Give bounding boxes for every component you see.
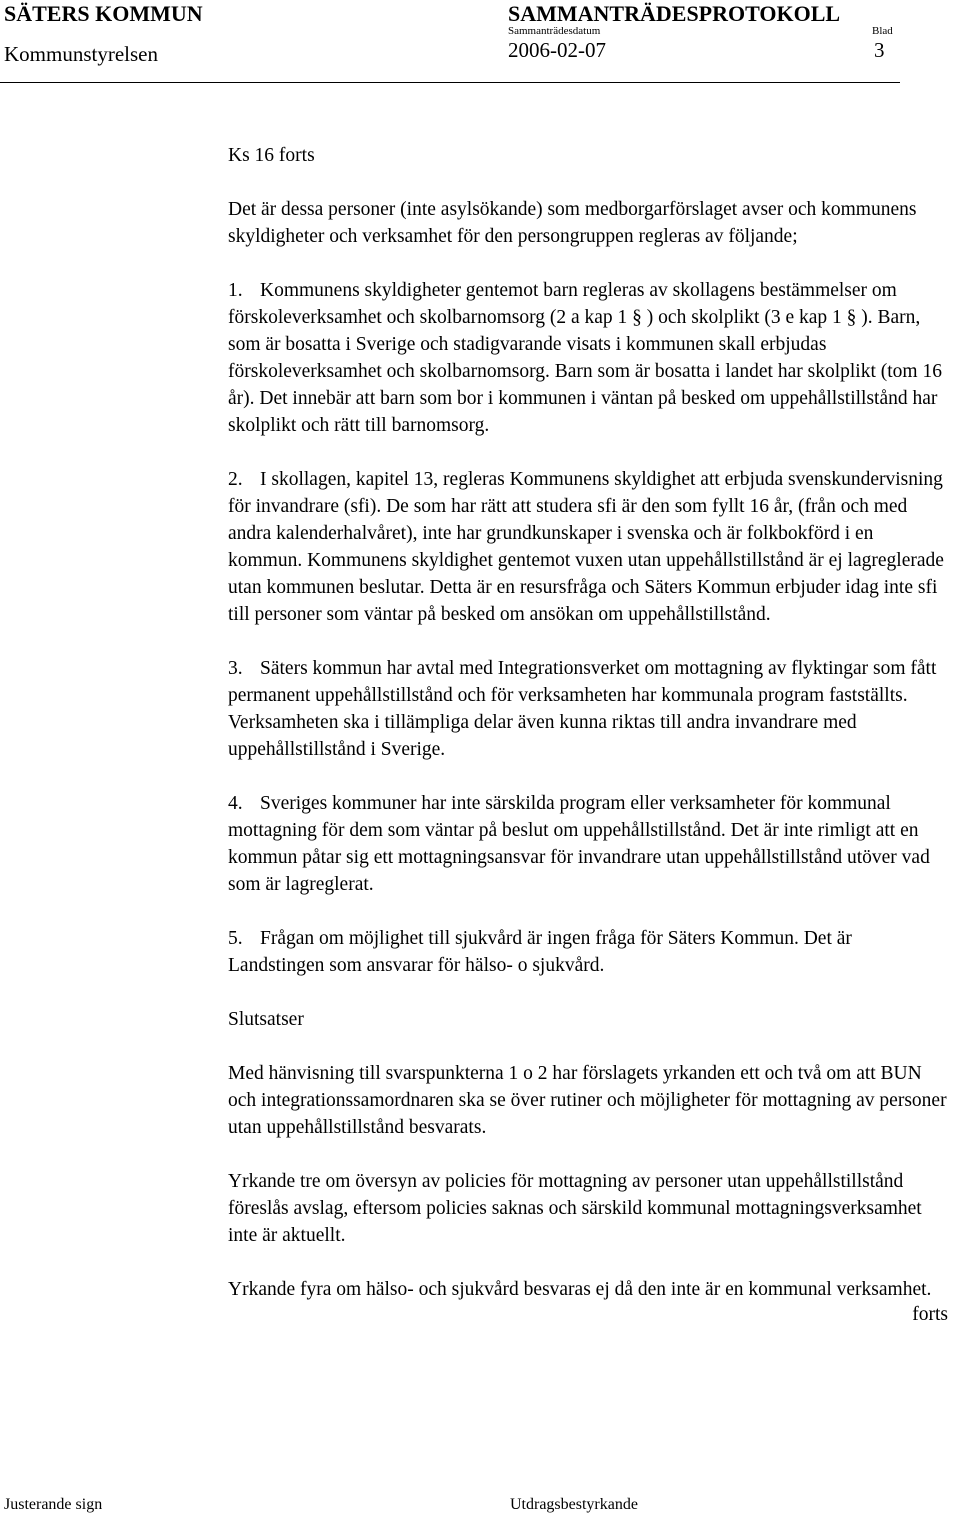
list-item [228,790,948,898]
header-right [508,0,908,68]
list-item-text: Säters kommun har avtal med Integrationsverket om mottagning av flyktingar som fått permanent uppehållstillstånd och för verksamheten har kommunala program fastställts. Verksamheten ska i tillämpliga delar även kunna riktas till andra invandrare med uppehållstillstånd i Sverige. [228,658,937,760]
date-label: Sammanträdesdatum [508,25,601,37]
continued-marker: forts [912,1304,948,1325]
intro-paragraph: Det är dessa personer (inte asylsökande) som medborgarförslaget avser och kommunens skyldigheter och verksamhet för den persongruppen regleras av följande; [228,199,917,247]
list-item-text: Kommunens skyldigheter gentemot barn regleras av skollagens bestämmelser om förskoleverksamhet och skolbarnomsorg (2 a kap 1 § ) och skolplikt (3 e kap 1 § ). Barn, som är bosatta i Sverige och stadigvarande visats i kommunen skall erbjudas förskoleverksamhet och skolbarnomsorg. Barn som är bosatta i landet har skolplikt (tom 16 år). Det innebär att barn som bor i kommunen i väntan på besked om uppehållstillstånd har skolplikt och rätt till barnomsorg. [228,280,942,436]
conclusion-paragraph: Med hänvisning till svarspunkterna 1 o 2 har förslagets yrkanden ett och två om att BUN och integrationssamordnaren ska se över rutiner och möjligheter för mottagning av personer utan uppehållstillstånd besvarats. [228,1063,947,1138]
header-divider [0,82,900,83]
list-item-number: 3. [228,658,243,679]
footer-certification-label: Utdragsbestyrkande [510,1496,638,1513]
list-item-number: 4. [228,793,243,814]
list-item [228,466,948,628]
committee-name: Kommunstyrelsen [4,42,158,66]
conclusion-paragraph: Yrkande tre om översyn av policies för mottagning av personer utan uppehållstillstånd föreslås avslag, eftersom policies saknas och särskild kommunal mottagningsverksamhet inte är aktuellt. [228,1171,922,1246]
list-item-number: 2. [228,469,243,490]
list-item-text: I skollagen, kapitel 13, regleras Kommunens skyldighet att erbjuda svenskundervisning för invandrare (sfi). De som har rätt att studera sfi är den som fyllt 16 år, (från och med andra kalenderhalvåret), inte har grundkunskaper i svenska och är folkbokförd i en kommun. Kommunens skyldighet gentemot vuxen utan uppehållstillstånd är ej lagreglerade utan kommunen beslutar. Detta är en resursfråga och Säters Kommun erbjuder idag inte sfi till personer som väntar på besked om ansökan om uppehållstillstånd. [228,469,944,625]
list-item-text: Frågan om möjlighet till sjukvård är ingen fråga för Säters Kommun. Det är Landstingen som ansvarar för hälso- o sjukvård. [228,928,852,976]
list-item [228,277,948,439]
page-label: Blad [872,25,893,37]
list-item [228,655,948,763]
organization-name: SÄTERS KOMMUN [4,1,203,26]
list-item-text: Sveriges kommuner har inte särskilda program eller verksamheter för kommunal mottagning för dem som väntar på beslut om uppehållstillstånd. Det är inte rimligt att en kommun påtar sig ett mottagningsansvar för invandrare utan uppehållstillstånd utöver vad som är lagreglerat. [228,793,930,895]
conclusion-paragraph: Yrkande fyra om hälso- och sjukvård besvaras ej då den inte är en kommunal verksamhet. [228,1279,932,1300]
list-item [228,925,948,979]
header-values [508,40,908,68]
list-item-number: 1. [228,280,243,301]
list-item-number: 5. [228,928,243,949]
document-body [228,142,948,1328]
meeting-date: 2006-02-07 [508,38,606,62]
conclusion-heading: Slutsatser [228,1009,304,1030]
header-left [4,0,404,68]
section-heading: Ks 16 forts [228,145,315,166]
document-type: SAMMANTRÄDESPROTOKOLL [508,1,841,26]
footer-signature-label: Justerande sign [4,1496,103,1513]
page-number: 3 [874,38,885,62]
